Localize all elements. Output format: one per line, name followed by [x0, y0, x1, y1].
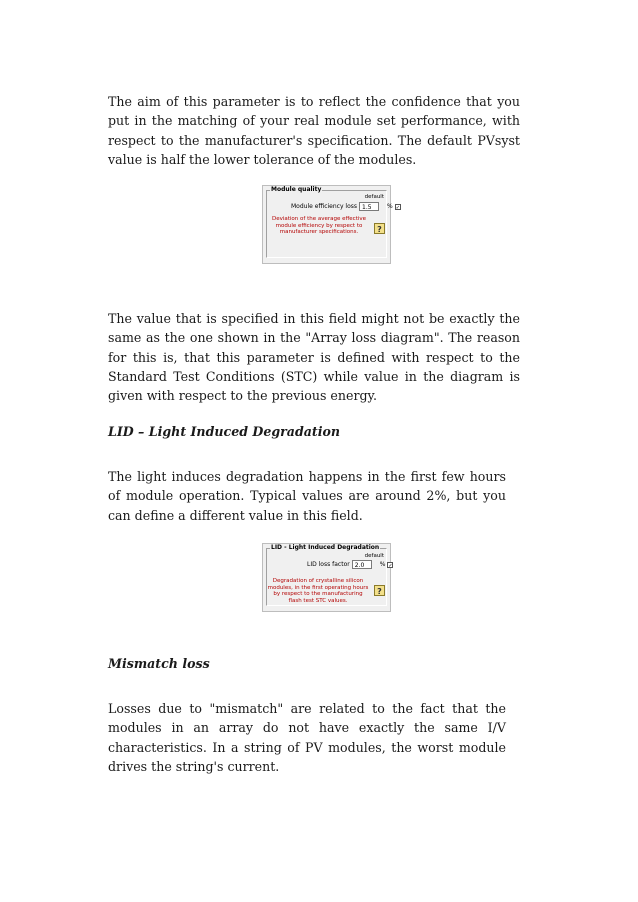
array-loss-paragraph: The value that is specified in this field might not be exactly the same as the one shown in the "Array loss diagram". The reason for this is, that this parameter is defined with respect to the Standard Test Conditions (STC) while value in the diagram is given with respect to the previous energy.: [108, 311, 520, 404]
lid-paragraph: The light induces degradation happens in the first few hours of module operation. Typical values are around 2%, but you can define a different value in this field.: [108, 469, 506, 523]
module-quality-group: [266, 186, 400, 258]
module-quality-title: Module quality: [271, 186, 322, 193]
module-quality-panel: [262, 185, 400, 264]
lid-loss-label: LID loss factor: [307, 561, 350, 568]
lid-title: LID - Light Induced Degradation: [271, 544, 380, 551]
default-checkbox[interactable]: ✓: [388, 562, 393, 569]
lid-description: Degradation of crystalline silicon modules, in the first operating hours by respect to the manufacturing flash test STC values.: [267, 578, 369, 604]
module-efficiency-input[interactable]: 1.5: [359, 202, 379, 211]
mismatch-heading: Mismatch loss: [108, 656, 210, 671]
module-efficiency-row: [291, 202, 401, 211]
default-label: default: [364, 553, 384, 559]
mismatch-paragraph: Losses due to "mismatch" are related to the fact that the modules in an array do not have exactly the same I/V characteristics. In a string of PV modules, the worst module drives the string's current.: [108, 701, 506, 774]
lid-group: [266, 544, 393, 606]
lid-loss-input[interactable]: 2.0: [352, 560, 372, 569]
lid-loss-row: [307, 560, 393, 569]
help-button[interactable]: ?: [374, 585, 385, 596]
help-button[interactable]: ?: [374, 223, 385, 234]
default-label: default: [364, 194, 384, 200]
module-quality-description: Deviation of the average effective module efficiency by respect to manufacturer specifications.: [271, 216, 367, 236]
percent-unit: %: [379, 561, 386, 568]
module-efficiency-label: Module efficiency loss: [291, 203, 358, 210]
lid-panel: [262, 543, 391, 612]
lid-heading: LID – Light Induced Degradation: [108, 424, 341, 439]
percent-unit: %: [387, 203, 393, 210]
intro-paragraph: The aim of this parameter is to reflect the confidence that you put in the matching of your real module set performance, with respect to the manufacturer's specification. The default PVsyst value is half the lower tolerance of the modules.: [108, 94, 520, 167]
default-checkbox[interactable]: ✓: [395, 204, 400, 211]
